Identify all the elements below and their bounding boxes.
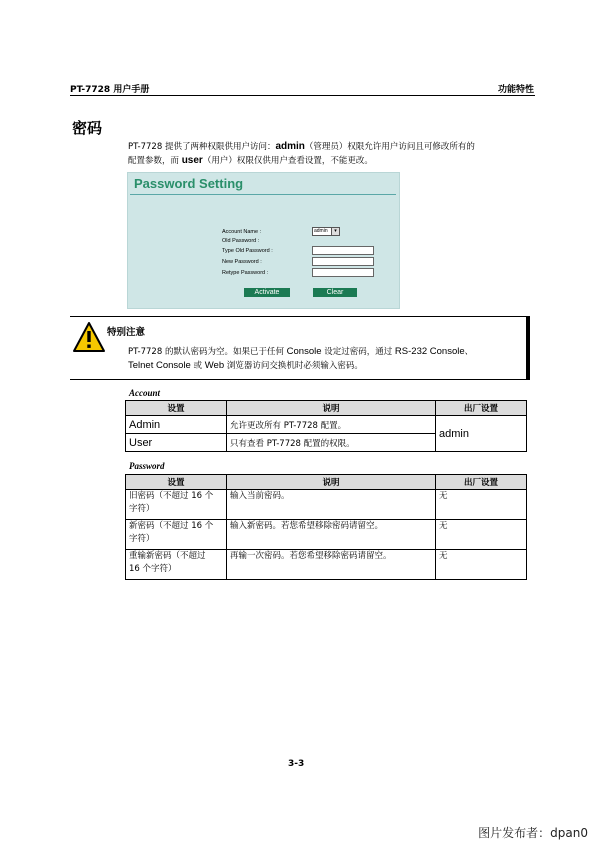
note-web: Web xyxy=(204,360,225,371)
intro-text: 配置参数，而 xyxy=(128,156,182,166)
description-cell: 输入当前密码。 xyxy=(227,490,436,520)
table-header-row xyxy=(126,475,527,490)
watermark-text: 图片发布者：dpan0 xyxy=(478,826,588,840)
retype-password-label: Retype Password : xyxy=(222,270,269,276)
note-title: 特别注意 xyxy=(107,327,146,338)
intro-text: PT-7728 提供了两种权限供用户访问： xyxy=(128,142,276,152)
setting-cell: Admin xyxy=(126,416,227,434)
warning-icon xyxy=(72,321,106,353)
note-text-part: PT-7728 的默认密码为空。如果已于任何 xyxy=(128,347,287,357)
table-row xyxy=(126,550,527,580)
intro-user: user xyxy=(181,155,203,166)
note-rs232: RS-232 Console xyxy=(394,346,465,357)
new-password-label: New Password : xyxy=(222,259,262,265)
setting-line: 字符） xyxy=(129,504,155,514)
intro-text: （管理员）权限允许用户访问且可修改所有的 xyxy=(304,142,475,152)
account-name-select[interactable] xyxy=(312,227,340,236)
column-header: 出厂设置 xyxy=(436,401,527,416)
column-header: 设置 xyxy=(126,475,227,490)
note-text-part: 设定过密码，通过 xyxy=(321,347,395,357)
intro-text: （用户）权限仅供用户查看设置，不能更改。 xyxy=(202,156,373,166)
setting-line: 旧密码（不超过 16 个 xyxy=(129,491,214,501)
account-select-value: admin xyxy=(314,228,328,234)
column-header: 设置 xyxy=(126,401,227,416)
default-cell: 无 xyxy=(436,520,527,550)
account-name-label: Account Name : xyxy=(222,229,262,235)
panel-title-rule xyxy=(130,194,396,195)
setting-line: 重输新密码（不超过 xyxy=(129,551,206,561)
note-text xyxy=(128,345,526,373)
note-text-part: 浏览器访问交换机时必须输入密码。 xyxy=(224,361,363,371)
table-row xyxy=(126,520,527,550)
column-header: 说明 xyxy=(227,401,436,416)
section-title: 密码 xyxy=(72,119,103,137)
description-cell: 再输一次密码。若您希望移除密码请留空。 xyxy=(227,550,436,580)
note-text-part: 、 xyxy=(464,347,474,357)
new-password-input[interactable] xyxy=(312,257,374,266)
setting-line: 新密码（不超过 16 个 xyxy=(129,521,214,531)
intro-paragraph xyxy=(128,140,530,168)
note-telnet: Telnet Console xyxy=(128,360,191,371)
setting-cell xyxy=(126,520,227,550)
header-rule xyxy=(70,95,535,96)
table-row xyxy=(126,416,527,434)
clear-button[interactable]: Clear xyxy=(313,288,357,297)
table-row xyxy=(126,490,527,520)
old-password-label: Old Password : xyxy=(222,238,260,244)
setting-line: 字符） xyxy=(129,534,155,544)
column-header: 说明 xyxy=(227,475,436,490)
setting-line: 16 个字符） xyxy=(129,564,177,574)
password-table-caption: Password xyxy=(129,461,165,471)
account-table xyxy=(125,400,527,452)
page-number: 3-3 xyxy=(288,759,305,769)
description-cell: 只有查看 PT-7728 配置的权限。 xyxy=(227,434,436,452)
password-table xyxy=(125,474,527,580)
password-setting-title: Password Setting xyxy=(134,176,244,191)
description-cell: 输入新密码。若您希望移除密码请留空。 xyxy=(227,520,436,550)
column-header: 出厂设置 xyxy=(436,475,527,490)
table-header-row xyxy=(126,401,527,416)
running-header-section: 功能特性 xyxy=(497,85,534,95)
activate-button[interactable]: Activate xyxy=(244,288,290,297)
description-cell: 允许更改所有 PT-7728 配置。 xyxy=(227,416,436,434)
type-old-password-input[interactable] xyxy=(312,246,374,255)
default-cell: admin xyxy=(436,416,527,452)
setting-cell xyxy=(126,550,227,580)
setting-cell xyxy=(126,490,227,520)
retype-password-input[interactable] xyxy=(312,268,374,277)
default-cell: 无 xyxy=(436,550,527,580)
chevron-down-icon: ▾ xyxy=(331,228,339,235)
intro-admin: admin xyxy=(275,141,305,152)
note-text-part: 或 xyxy=(190,361,205,371)
account-table-caption: Account xyxy=(129,388,161,398)
default-cell: 无 xyxy=(436,490,527,520)
setting-cell: User xyxy=(126,434,227,452)
running-header-title: PT-7728 用户手册 xyxy=(70,85,150,95)
type-old-password-label: Type Old Password : xyxy=(222,248,273,254)
note-console: Console xyxy=(286,346,322,357)
